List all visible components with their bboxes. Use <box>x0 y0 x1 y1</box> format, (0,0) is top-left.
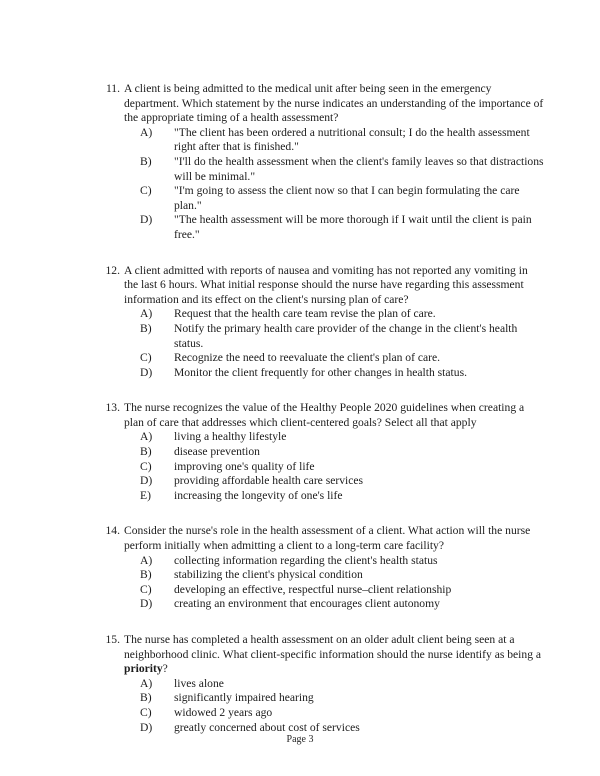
question-stem <box>99 633 544 677</box>
option-text: creating an environment that encourages client autonomy <box>174 597 440 611</box>
answer-option[interactable] <box>140 430 544 445</box>
option-list <box>99 677 544 735</box>
question-stem-text: Consider the nurse's role in the health assessment of a client. What action will the nurse perform initially when admitting a client to a long-term care facility? <box>124 524 531 553</box>
answer-option[interactable] <box>140 554 544 569</box>
option-text: "The health assessment will be more thorough if I wait until the client is pain free." <box>174 213 532 241</box>
option-letter: A) <box>140 307 153 321</box>
answer-option[interactable] <box>140 583 544 598</box>
question-number: 13. <box>105 401 120 415</box>
question-number: 12. <box>105 263 120 277</box>
question-stem-text: A client admitted with reports of nausea and vomiting has not reported any vomiting in the last 6 hours. What initial response should the nurse have regarding this assessment information and its effect on the client's nursing plan of care? <box>124 263 528 306</box>
answer-option[interactable] <box>140 568 544 583</box>
option-text: lives alone <box>174 676 224 690</box>
question-block <box>99 524 544 612</box>
option-letter: B) <box>140 445 152 459</box>
answer-option[interactable] <box>140 307 544 322</box>
option-letter: D) <box>140 365 153 379</box>
question-block <box>99 82 544 243</box>
option-letter: B) <box>140 691 152 705</box>
answer-option[interactable] <box>140 460 544 475</box>
question-block <box>99 264 544 381</box>
question-stem <box>99 82 544 126</box>
answer-option[interactable] <box>140 677 544 692</box>
option-letter: A) <box>140 553 153 567</box>
question-stem <box>99 524 544 553</box>
option-letter: A) <box>140 676 153 690</box>
answer-option[interactable] <box>140 213 544 242</box>
option-text: "I'm going to assess the client now so that I can begin formulating the care plan." <box>174 184 520 212</box>
option-letter: D) <box>140 213 153 227</box>
option-text: increasing the longevity of one's life <box>174 488 343 502</box>
question-stem-emphasis: priority <box>124 662 163 676</box>
answer-option[interactable] <box>140 691 544 706</box>
option-letter: B) <box>140 568 152 582</box>
option-letter: E) <box>140 488 151 502</box>
question-stem-text: The nurse recognizes the value of the Healthy People 2020 guidelines when creating a plan of care that addresses which client-centered goals? Select all that apply <box>124 401 525 429</box>
option-letter: A) <box>140 125 153 139</box>
option-text: widowed 2 years ago <box>174 705 273 719</box>
answer-option[interactable] <box>140 474 544 489</box>
question-number: 11. <box>105 82 120 95</box>
question-stem-text: ? <box>162 662 168 676</box>
option-letter: D) <box>140 474 153 488</box>
option-text: providing affordable health care services <box>174 474 364 488</box>
answer-option[interactable] <box>140 184 544 213</box>
option-text: significantly impaired hearing <box>174 691 314 705</box>
answer-option[interactable] <box>140 155 544 184</box>
option-list <box>99 430 544 503</box>
question-block <box>99 633 544 735</box>
option-list <box>99 307 544 380</box>
question-number: 14. <box>105 524 120 538</box>
option-letter: C) <box>140 351 152 365</box>
answer-option[interactable] <box>140 445 544 460</box>
answer-option[interactable] <box>140 489 544 504</box>
page-footer: Page 3 <box>286 734 314 745</box>
option-letter: C) <box>140 184 152 198</box>
option-list <box>99 554 544 612</box>
option-text: developing an effective, respectful nurse–client relationship <box>174 582 452 596</box>
answer-option[interactable] <box>140 126 544 155</box>
question-list <box>99 82 544 756</box>
answer-option[interactable] <box>140 322 544 351</box>
answer-option[interactable] <box>140 597 544 612</box>
option-text: improving one's quality of life <box>174 459 315 473</box>
option-text: "I'll do the health assessment when the client's family leaves so that distractions will be minimal." <box>174 154 544 183</box>
option-list <box>99 126 544 243</box>
option-letter: D) <box>140 597 153 611</box>
option-text: "The client has been ordered a nutritional consult; I do the health assessment right after that is finished." <box>174 125 530 154</box>
answer-option[interactable] <box>140 366 544 381</box>
option-letter: B) <box>140 154 152 168</box>
option-text: disease prevention <box>174 445 260 459</box>
question-stem-text: The nurse has completed a health assessment on an older adult client being seen at a neighborhood clinic. What client-specific information should the nurse identify as being a <box>124 633 542 661</box>
answer-option[interactable] <box>140 706 544 721</box>
option-text: greatly concerned about cost of services <box>174 720 360 734</box>
option-text: Recognize the need to reevaluate the client's plan of care. <box>174 351 441 365</box>
option-letter: D) <box>140 720 153 734</box>
answer-option[interactable] <box>140 351 544 366</box>
option-text: stabilizing the client's physical condition <box>174 568 363 582</box>
question-stem <box>99 264 544 308</box>
option-text: Request that the health care team revise the plan of care. <box>174 307 436 321</box>
question-stem-text: A client is being admitted to the medical unit after being seen in the emergency department. Which statement by the nurse indicates an understanding of the importance of the appropriate timing of a health assessment? <box>124 82 544 125</box>
option-text: collecting information regarding the client's health status <box>174 553 438 567</box>
option-text: Monitor the client frequently for other changes in health status. <box>174 365 467 379</box>
option-text: living a healthy lifestyle <box>174 430 287 444</box>
option-letter: C) <box>140 705 152 719</box>
question-block <box>99 401 544 503</box>
question-stem <box>99 401 544 430</box>
option-text: Notify the primary health care provider of the change in the client's health status. <box>174 321 518 350</box>
option-letter: B) <box>140 321 152 335</box>
option-letter: C) <box>140 582 152 596</box>
option-letter: C) <box>140 459 152 473</box>
question-number: 15. <box>105 633 120 646</box>
option-letter: A) <box>140 430 153 444</box>
